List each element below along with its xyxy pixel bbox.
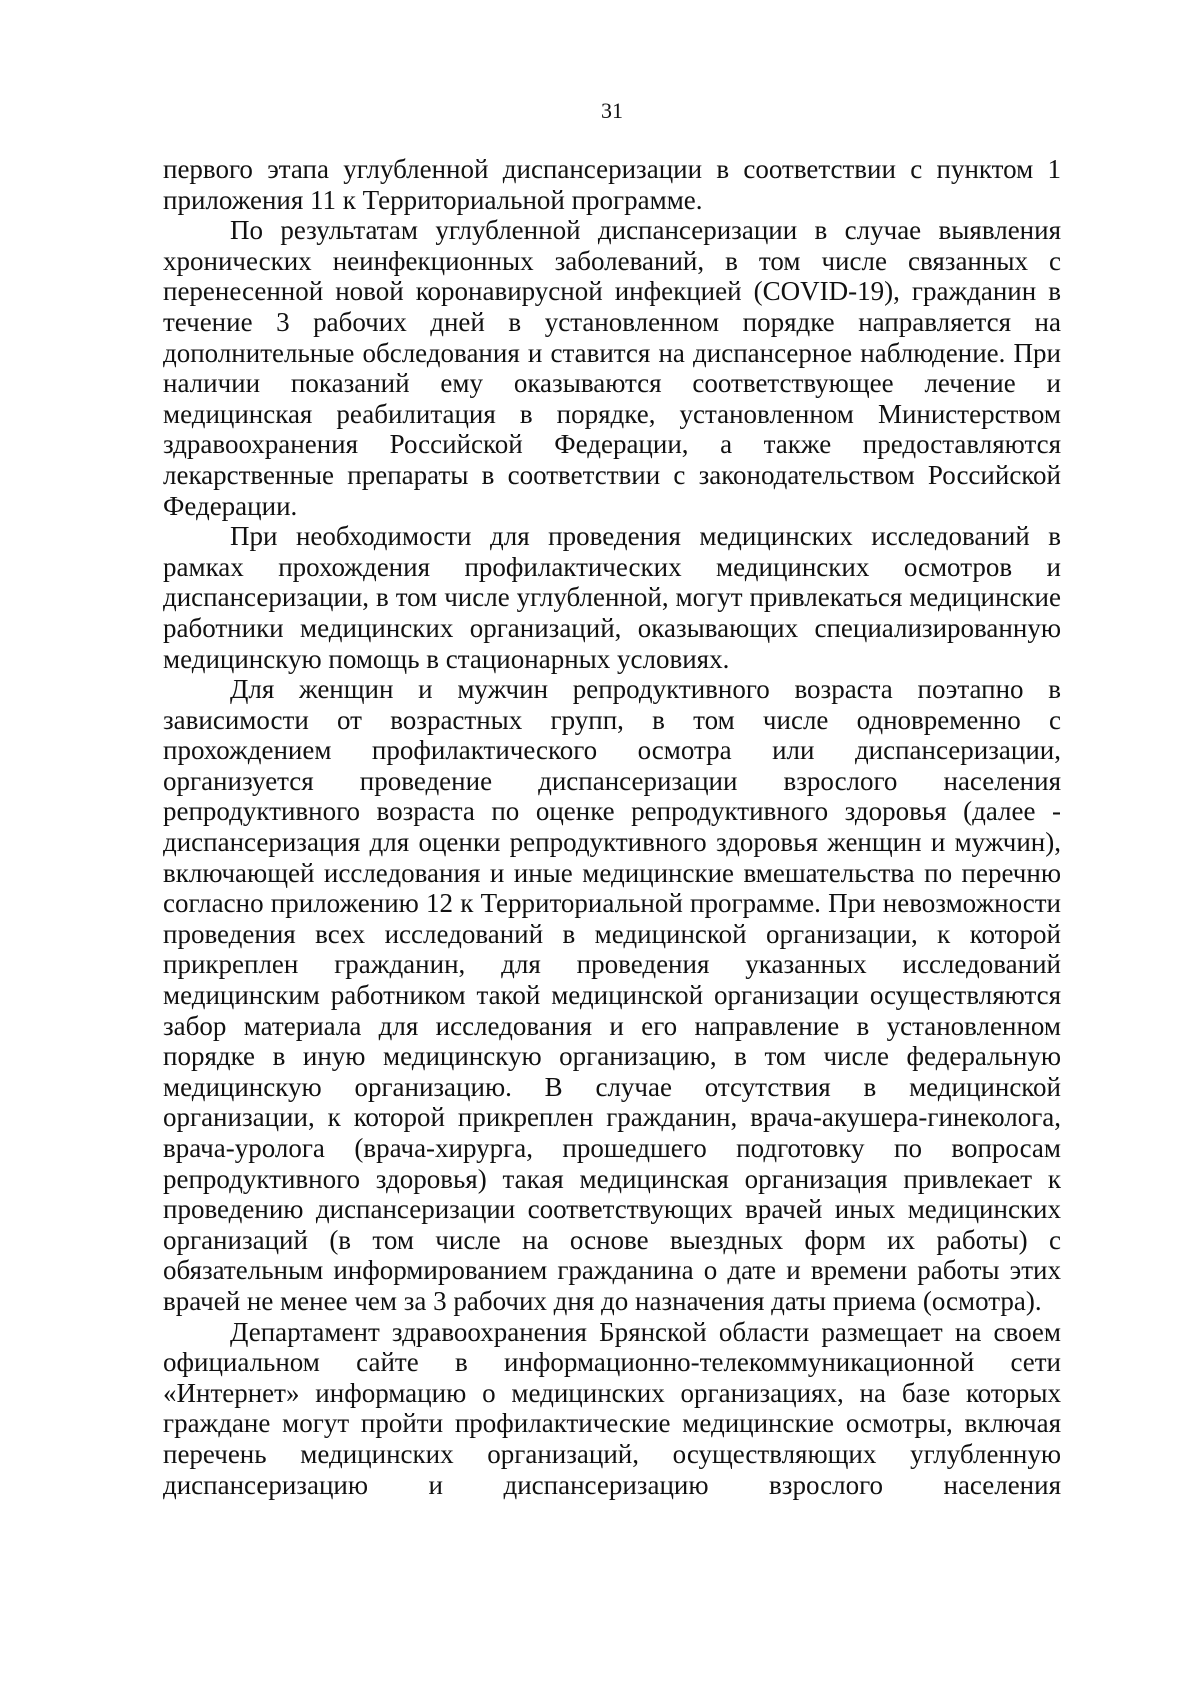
paragraph-3: При необходимости для проведения медицинских исследований в рамках прохождения профилактических медицинских осмотров и диспансеризации, в том числе углубленной, могут привлекаться медицинские работники медицинских организаций, оказывающих специализированную медицинскую помощь в стационарных условиях. xyxy=(163,521,1061,674)
document-body xyxy=(163,154,1061,1500)
page-number: 31 xyxy=(601,98,623,123)
paragraph-5: Департамент здравоохранения Брянской области размещает на своем официальном сайте в информационно-телекоммуникационной сети «Интернет» информацию о медицинских организациях, на базе которых граждане могут пройти профилактические медицинские осмотры, включая перечень медицинских организаций, осуществляющих углубленную диспансеризацию и диспансеризацию взрослого населения xyxy=(163,1316,1061,1500)
paragraph-2: По результатам углубленной диспансеризации в случае выявления хронических неинфекционных заболеваний, в том числе связанных с перенесенной новой коронавирусной инфекцией (COVID-19), гражданин в течение 3 рабочих дней в установленном порядке направляется на дополнительные обследования и ставится на диспансерное наблюдение. При наличии показаний ему оказываются соответствующее лечение и медицинская реабилитация в порядке, установленном Министерством здравоохранения Российской Федерации, а также предоставляются лекарственные препараты в соответствии с законодательством Российской Федерации. xyxy=(163,215,1061,521)
paragraph-4: Для женщин и мужчин репродуктивного возраста поэтапно в зависимости от возрастных групп, в том числе одновременно с прохождением профилактического осмотра или диспансеризации, организуется проведение диспансеризации взрослого населения репродуктивного возраста по оценке репродуктивного здоровья (далее - диспансеризация для оценки репродуктивного здоровья женщин и мужчин), включающей исследования и иные медицинские вмешательства по перечню согласно приложению 12 к Территориальной программе. При невозможности проведения всех исследований в медицинской организации, к которой прикреплен гражданин, для проведения указанных исследований медицинским работником такой медицинской организации осуществляются забор материала для исследования и его направление в установленном порядке в иную медицинскую организацию, в том числе федеральную медицинскую организацию. В случае отсутствия в медицинской организации, к которой прикреплен гражданин, врача-акушера-гинеколога, врача-уролога (врача-хирурга, прошедшего подготовку по вопросам репродуктивного здоровья) такая медицинская организация привлекает к проведению диспансеризации соответствующих врачей иных медицинских организаций (в том числе на основе выездных форм их работы) с обязательным информированием гражданина о дате и времени работы этих врачей не менее чем за 3 рабочих дня до назначения даты приема (осмотра). xyxy=(163,674,1061,1316)
paragraph-1: первого этапа углубленной диспансеризации в соответствии с пунктом 1 приложения 11 к Территориальной программе. xyxy=(163,154,1061,215)
